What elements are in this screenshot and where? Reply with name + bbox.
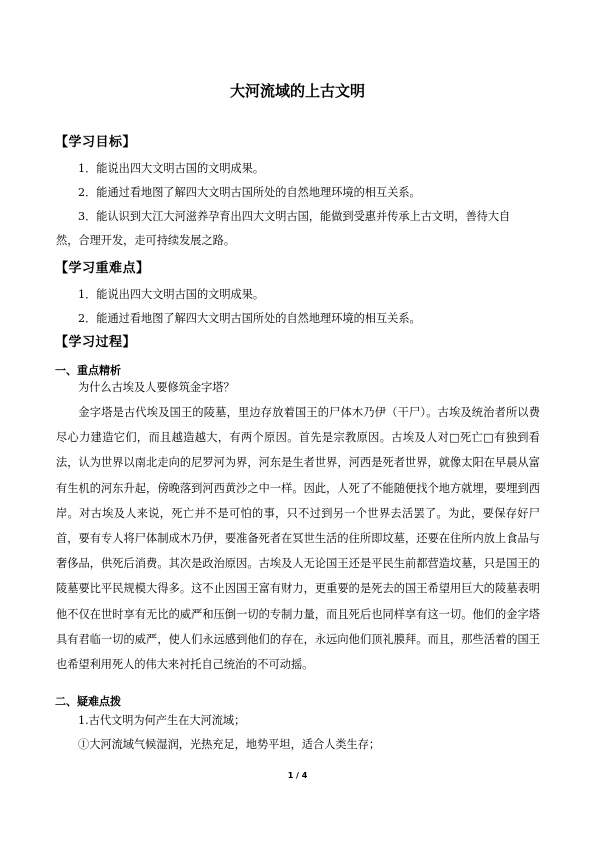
section-heading-goals: 【学习目标】 (55, 135, 137, 150)
section-heading-key-points: 【学习重难点】 (55, 261, 150, 276)
goal-item-3-continued: 然，合理开发，走可持续发展之路。 (56, 234, 236, 247)
difficulty-item-1: 1.古代文明为何产生在大河流域； (78, 714, 246, 727)
page-number: 1 / 4 (287, 771, 308, 780)
goal-item-1: 1．能说出四大文明古国的文明成果。 (78, 162, 265, 175)
analysis-question: 为什么古埃及人要修筑金字塔？ (78, 381, 235, 394)
goal-item-3: 3．能认识到大江大河滋养孕育出四大文明古国，能做到受惠并传承上古文明，善待大自 (78, 210, 511, 223)
subsection-heading-difficulties: 二、疑难点拨 (55, 695, 121, 708)
key-point-item-1: 1．能说出四大文明古国的文明成果。 (78, 288, 265, 301)
subsection-heading-key-analysis: 一、重点精析 (55, 364, 121, 377)
key-point-item-2: 2．能通过看地图了解四大文明古国所处的自然地理环境的相互关系。 (78, 312, 421, 325)
difficulty-item-2: ①大河流域气候湿润，光热充足，地势平坦，适合人类生存； (78, 738, 381, 751)
page-title: 大河流域的上古文明 (229, 82, 365, 100)
goal-item-2: 2．能通过看地图了解四大文明古国所处的自然地理环境的相互关系。 (78, 186, 421, 199)
analysis-answer-paragraph: 金字塔是古代埃及国王的陵墓，里边存放着国王的尸体木乃伊（干尸）。古埃及统治者所以费尽心力建造它们，而且越造越大，有两个原因。首先是宗教原因。古埃及人对□死亡□有独到看法，认为世界以南北走向的尼罗河为界，河东是生者世界，河西是死者世界，就像太阳在早晨从富有生机的河东升起，傍晚落到河西黄沙之中一样。因此，人死了不能随便找个地方就埋，要埋到西岸。对古埃及人来说，死亡并不是可怕的事，只不过到另一个世界去活罢了。为此，要保存好尸首，要有专人将尸体制成木乃伊，要准备死者在冥世生活的住所即坟墓，还要在住所内放上食品与奢侈品，供死后消费。其次是政治原因。古埃及人无论国王还是平民生前都营造坟墓，只是国王的陵墓要比平民规模大得多。这不止因国王富有财力，更重要的是死去的国王希望用巨大的陵墓表明他不仅在世时享有无比的威严和压倒一切的专制力量，而且死后也同样享有这一切。他们的金字塔具有君临一切的威严，使人们永远感到他们的存在，永远向他们顶礼膜拜。而且，那些活着的国王也希望利用死人的伟大来衬托自己统治的不可动摇。 (56, 406, 540, 672)
section-heading-process: 【学习过程】 (55, 335, 137, 350)
